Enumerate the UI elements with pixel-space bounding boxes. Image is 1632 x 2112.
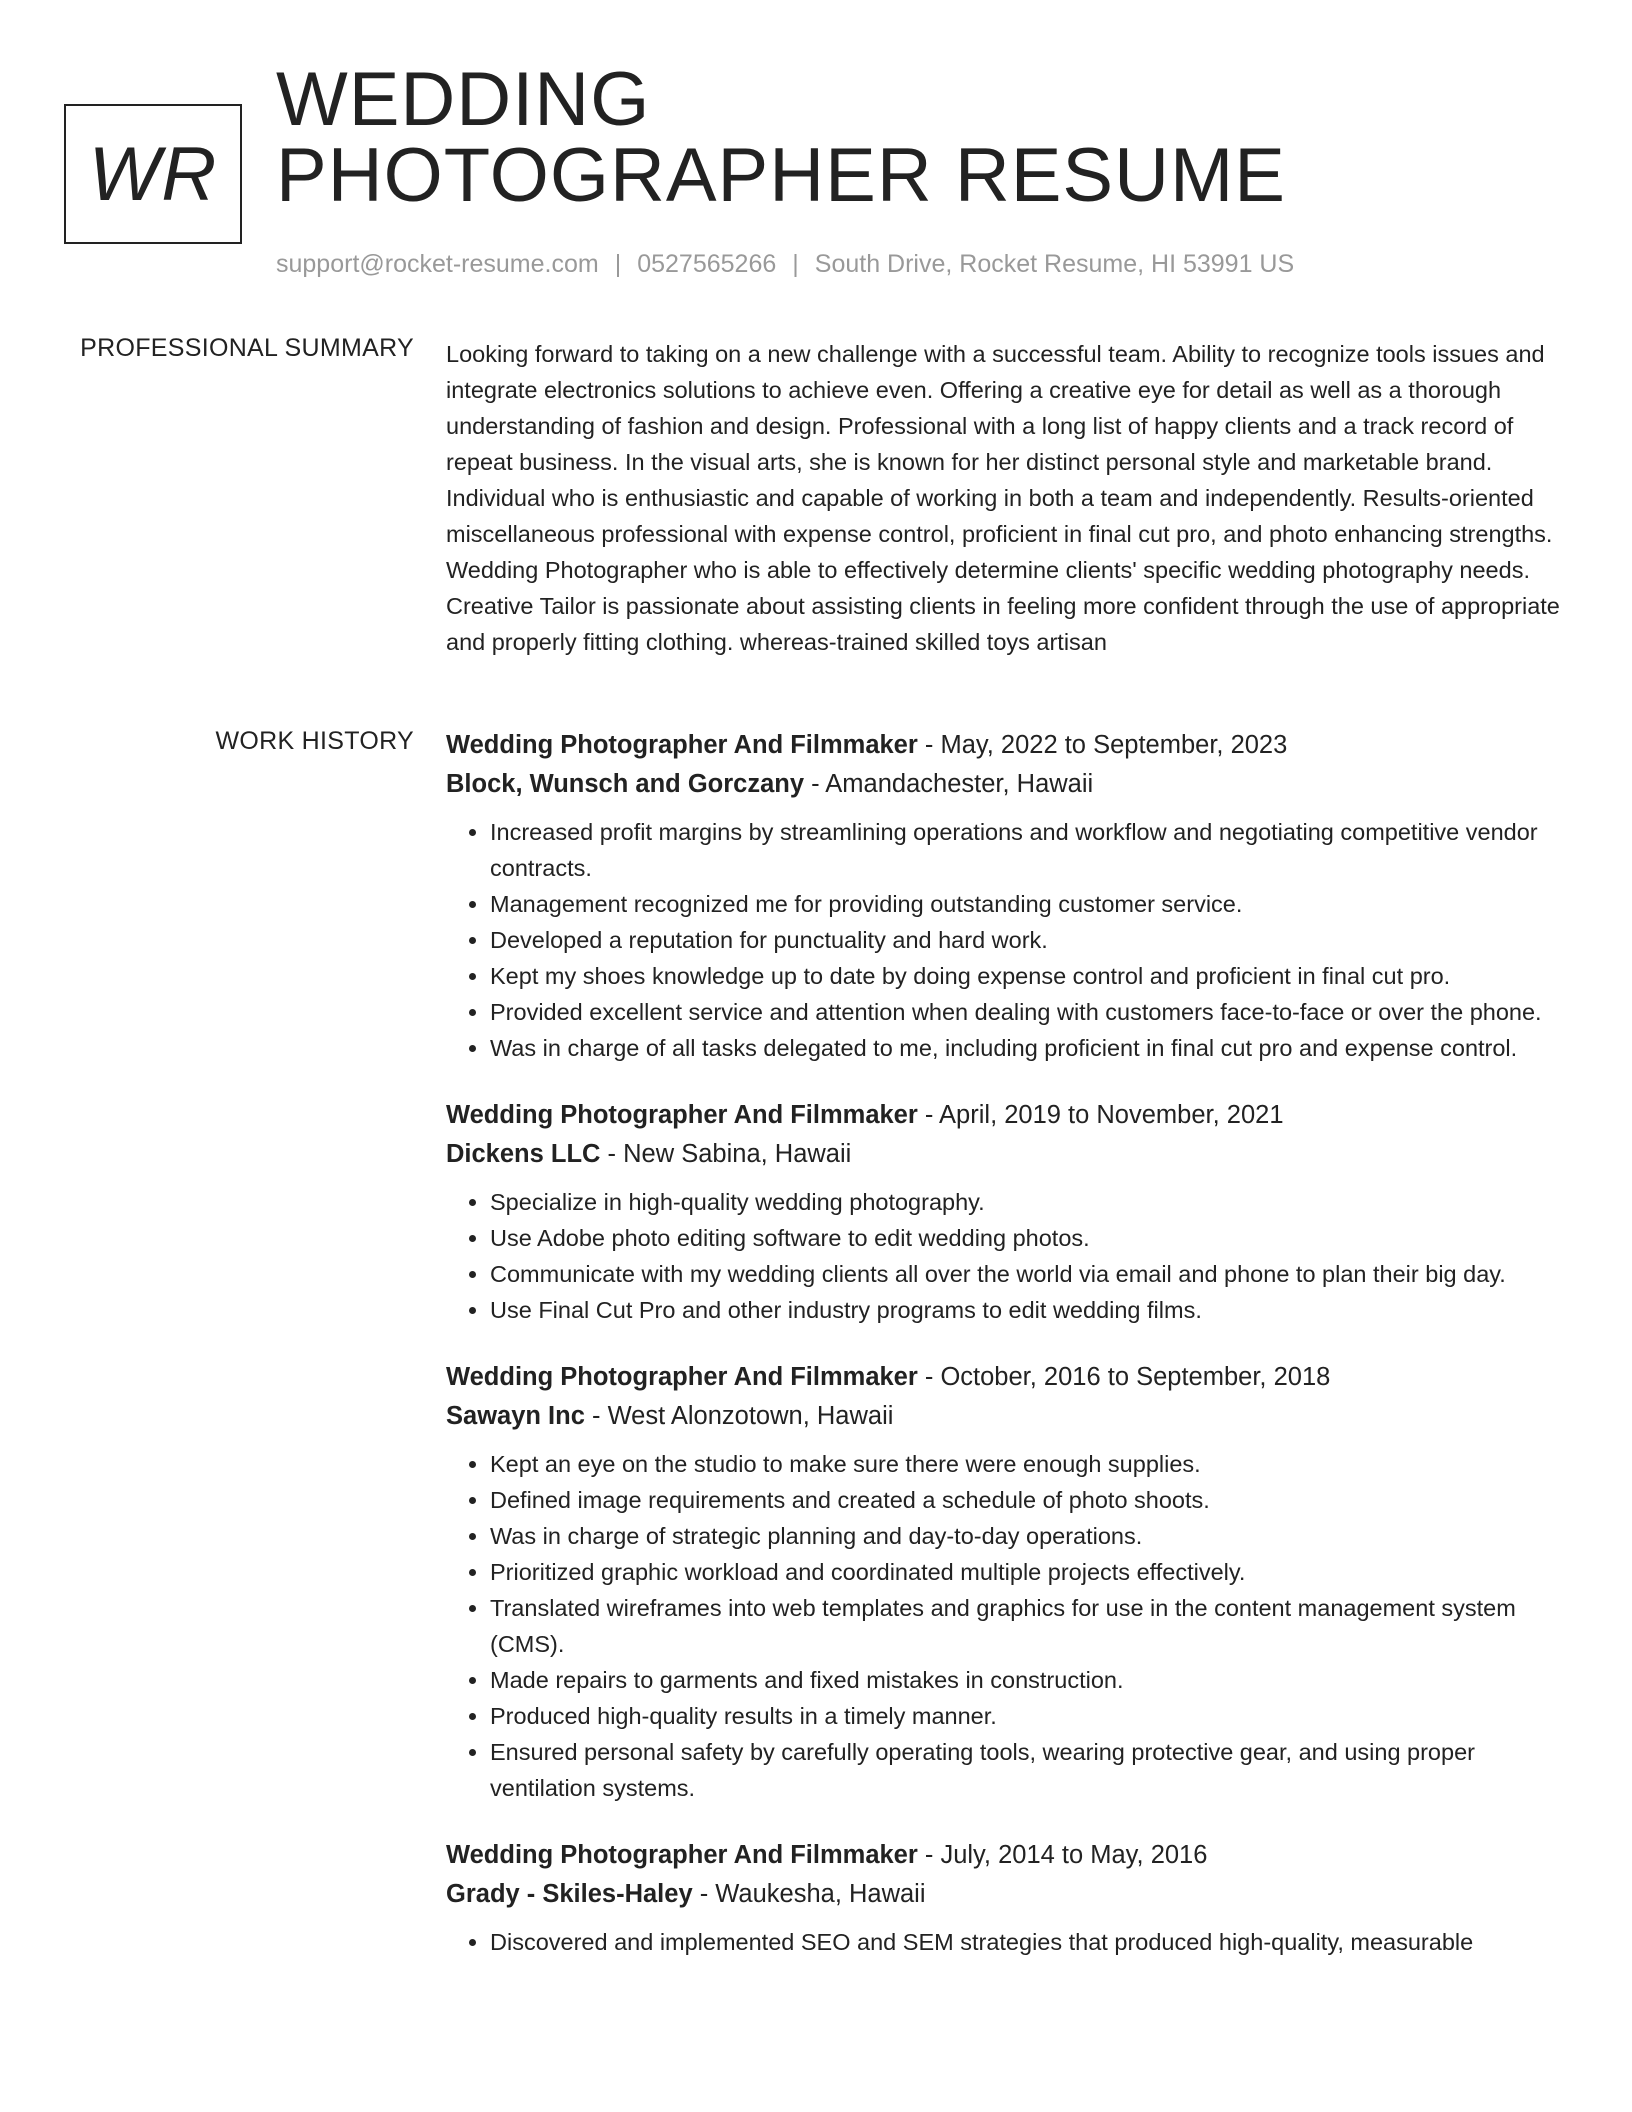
job-entry: [446, 1096, 1576, 1328]
job-bullets: [446, 1924, 1576, 1960]
job-company: Dickens LLC: [446, 1140, 601, 1168]
job-title-line: [446, 1096, 1576, 1134]
summary-text: Looking forward to taking on a new challenge with a successful team. Ability to recognize tools issues and integrate electronics solutions to achieve even. Offering a creative eye for detail as well as a thorough understanding of fashion and design. Professional with a long list of happy clients and a track record of repeat business. In the visual arts, she is known for her distinct personal style and marketable brand. Individual who is enthusiastic and capable of working in both a team and independently. Results-oriented miscellaneous professional with expense control, proficient in final cut pro, and photo enhancing strengths. Wedding Photographer who is able to effectively determine clients' specific wedding photography needs. Creative Tailor is passionate about assisting clients in feeling more confident through the use of appropriate and properly fitting clothing. whereas-trained skilled toys artisan: [446, 341, 1560, 655]
job-company-line: [446, 764, 1576, 804]
section-label-work-history: WORK HISTORY: [215, 727, 414, 755]
job-bullet: • Specialize in high-quality wedding photography.: [490, 1184, 1576, 1220]
job-bullet: • Use Final Cut Pro and other industry programs to edit wedding films.: [490, 1292, 1576, 1328]
job-bullet: • Increased profit margins by streamlining operations and workflow and negotiating competitive vendor contracts.: [490, 814, 1576, 886]
job-title: Wedding Photographer And Filmmaker: [446, 731, 918, 759]
job-bullet: • Provided excellent service and attention when dealing with customers face-to-face or over the phone.: [490, 994, 1576, 1030]
job-dates: - July, 2014 to May, 2016: [917, 1841, 1208, 1869]
contact-email[interactable]: support@rocket-resume.com: [276, 250, 599, 278]
title-line-2: PHOTOGRAPHER RESUME: [276, 133, 1286, 218]
contact-info: [276, 250, 1294, 279]
job-bullets: [446, 1184, 1576, 1328]
job-location: - New Sabina, Hawaii: [600, 1140, 852, 1168]
job-company: Grady - Skiles-Haley: [446, 1880, 693, 1908]
job-title: Wedding Photographer And Filmmaker: [446, 1101, 918, 1129]
title-line-1: WEDDING: [276, 57, 651, 142]
contact-separator: |: [792, 250, 799, 278]
job-bullet: • Was in charge of all tasks delegated to me, including proficient in final cut pro and expense control.: [490, 1030, 1576, 1066]
page-title: [276, 57, 1576, 218]
job-bullet: • Kept an eye on the studio to make sure there were enough supplies.: [490, 1446, 1576, 1482]
section-label-summary: PROFESSIONAL SUMMARY: [80, 334, 414, 362]
job-title-line: [446, 1358, 1576, 1396]
job-company: Block, Wunsch and Gorczany: [446, 770, 805, 798]
job-dates: - May, 2022 to September, 2023: [917, 731, 1288, 759]
job-title-line: [446, 726, 1576, 764]
job-company-line: [446, 1134, 1576, 1174]
job-location: - Waukesha, Hawaii: [692, 1880, 926, 1908]
job-bullet: • Kept my shoes knowledge up to date by doing expense control and proficient in final cut pro.: [490, 958, 1576, 994]
contact-phone[interactable]: 0527565266: [637, 250, 777, 278]
job-bullets: [446, 1446, 1576, 1806]
job-bullet: • Defined image requirements and created a schedule of photo shoots.: [490, 1482, 1576, 1518]
job-title: Wedding Photographer And Filmmaker: [446, 1841, 918, 1869]
job-location: - Amandachester, Hawaii: [804, 770, 1094, 798]
job-bullet: • Developed a reputation for punctuality and hard work.: [490, 922, 1576, 958]
monogram-logo: WR: [64, 104, 242, 244]
job-title-line: [446, 1836, 1576, 1874]
job-bullets: [446, 814, 1576, 1066]
job-company: Sawayn Inc: [446, 1402, 585, 1430]
job-bullet: • Was in charge of strategic planning and day-to-day operations.: [490, 1518, 1576, 1554]
work-history-list: [446, 726, 1576, 1990]
job-bullet: • Prioritized graphic workload and coordinated multiple projects effectively.: [490, 1554, 1576, 1590]
job-bullet: • Ensured personal safety by carefully operating tools, wearing protective gear, and using proper ventilation systems.: [490, 1734, 1576, 1806]
job-location: - West Alonzotown, Hawaii: [584, 1402, 894, 1430]
job-bullet: • Discovered and implemented SEO and SEM strategies that produced high-quality, measurable: [490, 1924, 1576, 1960]
job-bullet: • Translated wireframes into web templates and graphics for use in the content management system (CMS).: [490, 1590, 1576, 1662]
job-bullet: • Management recognized me for providing outstanding customer service.: [490, 886, 1576, 922]
job-dates: - October, 2016 to September, 2018: [917, 1363, 1331, 1391]
job-entry: [446, 1358, 1576, 1806]
job-title: Wedding Photographer And Filmmaker: [446, 1363, 918, 1391]
job-bullet: • Communicate with my wedding clients all over the world via email and phone to plan their big day.: [490, 1256, 1576, 1292]
contact-separator: |: [614, 250, 622, 278]
job-entry: [446, 1836, 1576, 1960]
job-entry: [446, 726, 1576, 1066]
contact-address: South Drive, Rocket Resume, HI 53991 US: [814, 250, 1295, 278]
job-bullet: • Use Adobe photo editing software to edit wedding photos.: [490, 1220, 1576, 1256]
job-dates: - April, 2019 to November, 2021: [917, 1101, 1284, 1129]
job-bullet: • Produced high-quality results in a timely manner.: [490, 1698, 1576, 1734]
job-company-line: [446, 1874, 1576, 1914]
job-bullet: • Made repairs to garments and fixed mistakes in construction.: [490, 1662, 1576, 1698]
job-company-line: [446, 1396, 1576, 1436]
